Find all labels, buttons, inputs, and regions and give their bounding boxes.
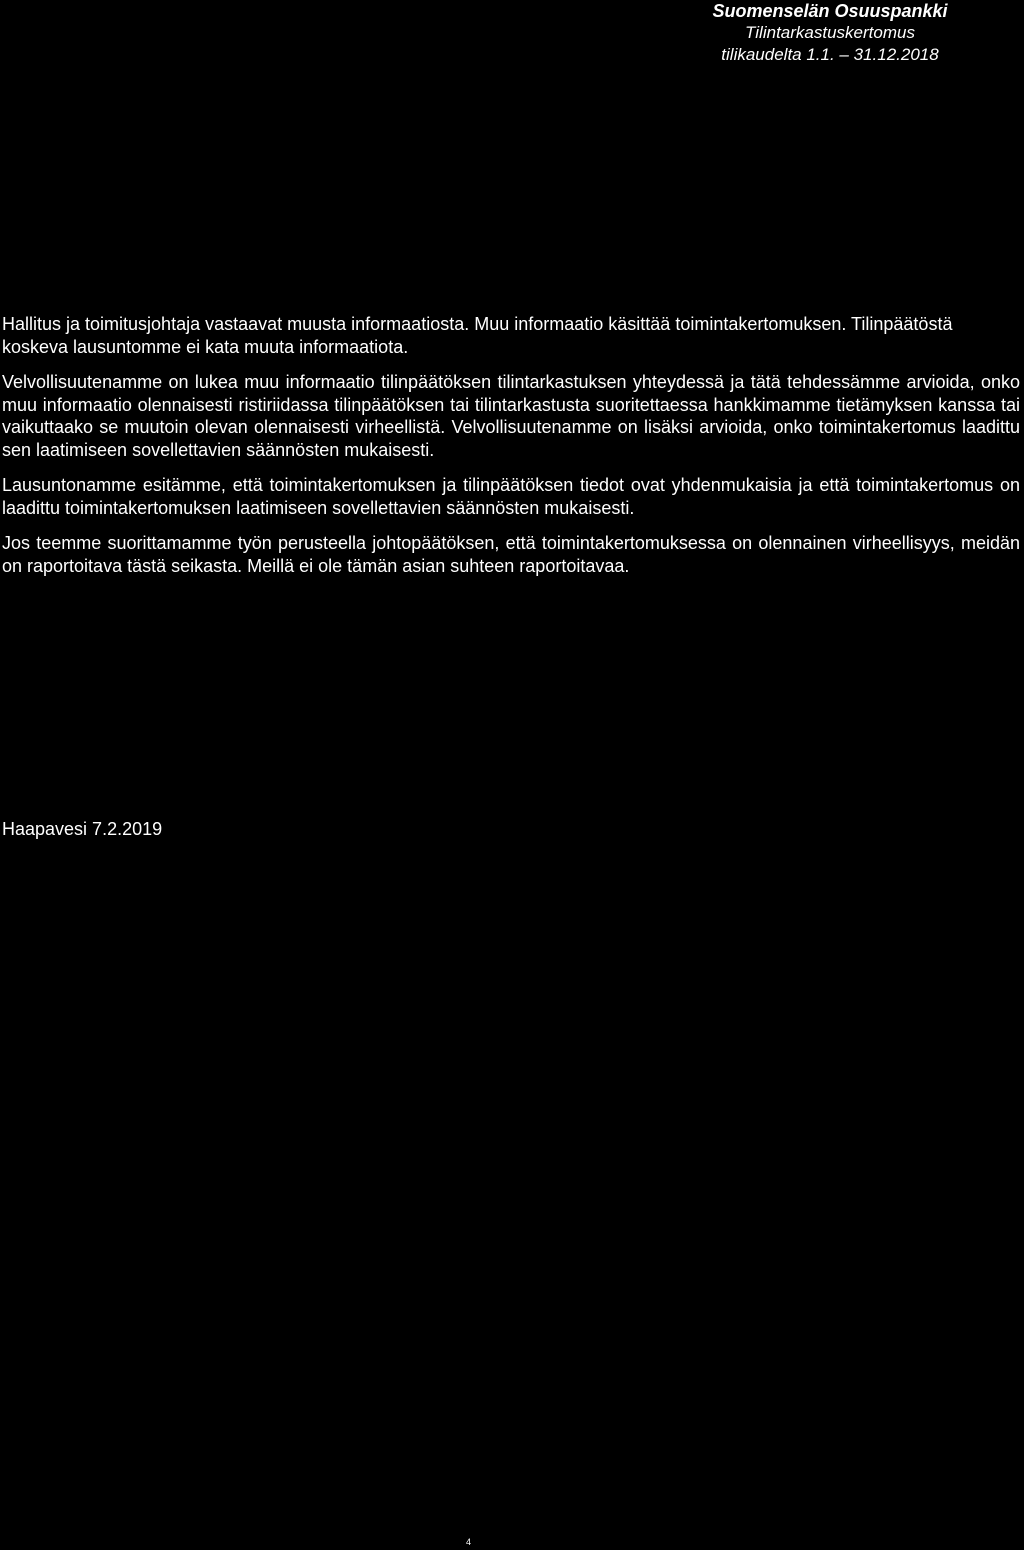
paragraph-other-information: Hallitus ja toimitusjohtaja vastaavat muusta informaatiosta. Muu informaatio käsittää toimintakertomuksen. Tilinpäätöstä koskeva lausuntomme ei kata muuta informaatiota. <box>2 314 953 357</box>
report-title: Tilintarkastuskertomus <box>745 23 915 42</box>
paragraph-obligation: Velvollisuutenamme on lukea muu informaatio tilinpäätöksen tilintarkastuksen yhteydessä ja tätä tehdessämme arvioida, onko muu informaatio olennaisesti ristiriidassa tilinpäätöksen tai tilintarkastusta suoritettaessa hankkimamme tietämyksen kanssa tai vaikuttaako se muutoin olevan olennaisesti virheellistä. Velvollisuutenamme on lisäksi arvioida, onko toimintakertomus laadittu sen laatimiseen sovellettavien säännösten mukaisesti. <box>2 372 1020 460</box>
paragraph-statement: Lausuntonamme esitämme, että toimintakertomuksen ja tilinpäätöksen tiedot ovat yhdenmukaisia ja että toimintakertomus on laadittu toimintakertomuksen laatimiseen sovellettavien säännösten mukaisesti. <box>2 475 1020 518</box>
company-name: Suomenselän Osuuspankki <box>712 1 948 21</box>
report-body <box>2 313 1020 590</box>
paragraph-misstatement: Jos teemme suorittamamme työn perusteella johtopäätöksen, että toimintakertomuksessa on olennainen virheellisyys, meidän on raportoitava tästä seikasta. Meillä ei ole tämän asian suhteen raportoitavaa. <box>2 533 1020 576</box>
document-header <box>680 0 980 66</box>
place-and-date: Haapavesi 7.2.2019 <box>2 819 163 839</box>
report-period: tilikaudelta 1.1. – 31.12.2018 <box>721 45 939 64</box>
page-number: 4 <box>466 1537 472 1547</box>
